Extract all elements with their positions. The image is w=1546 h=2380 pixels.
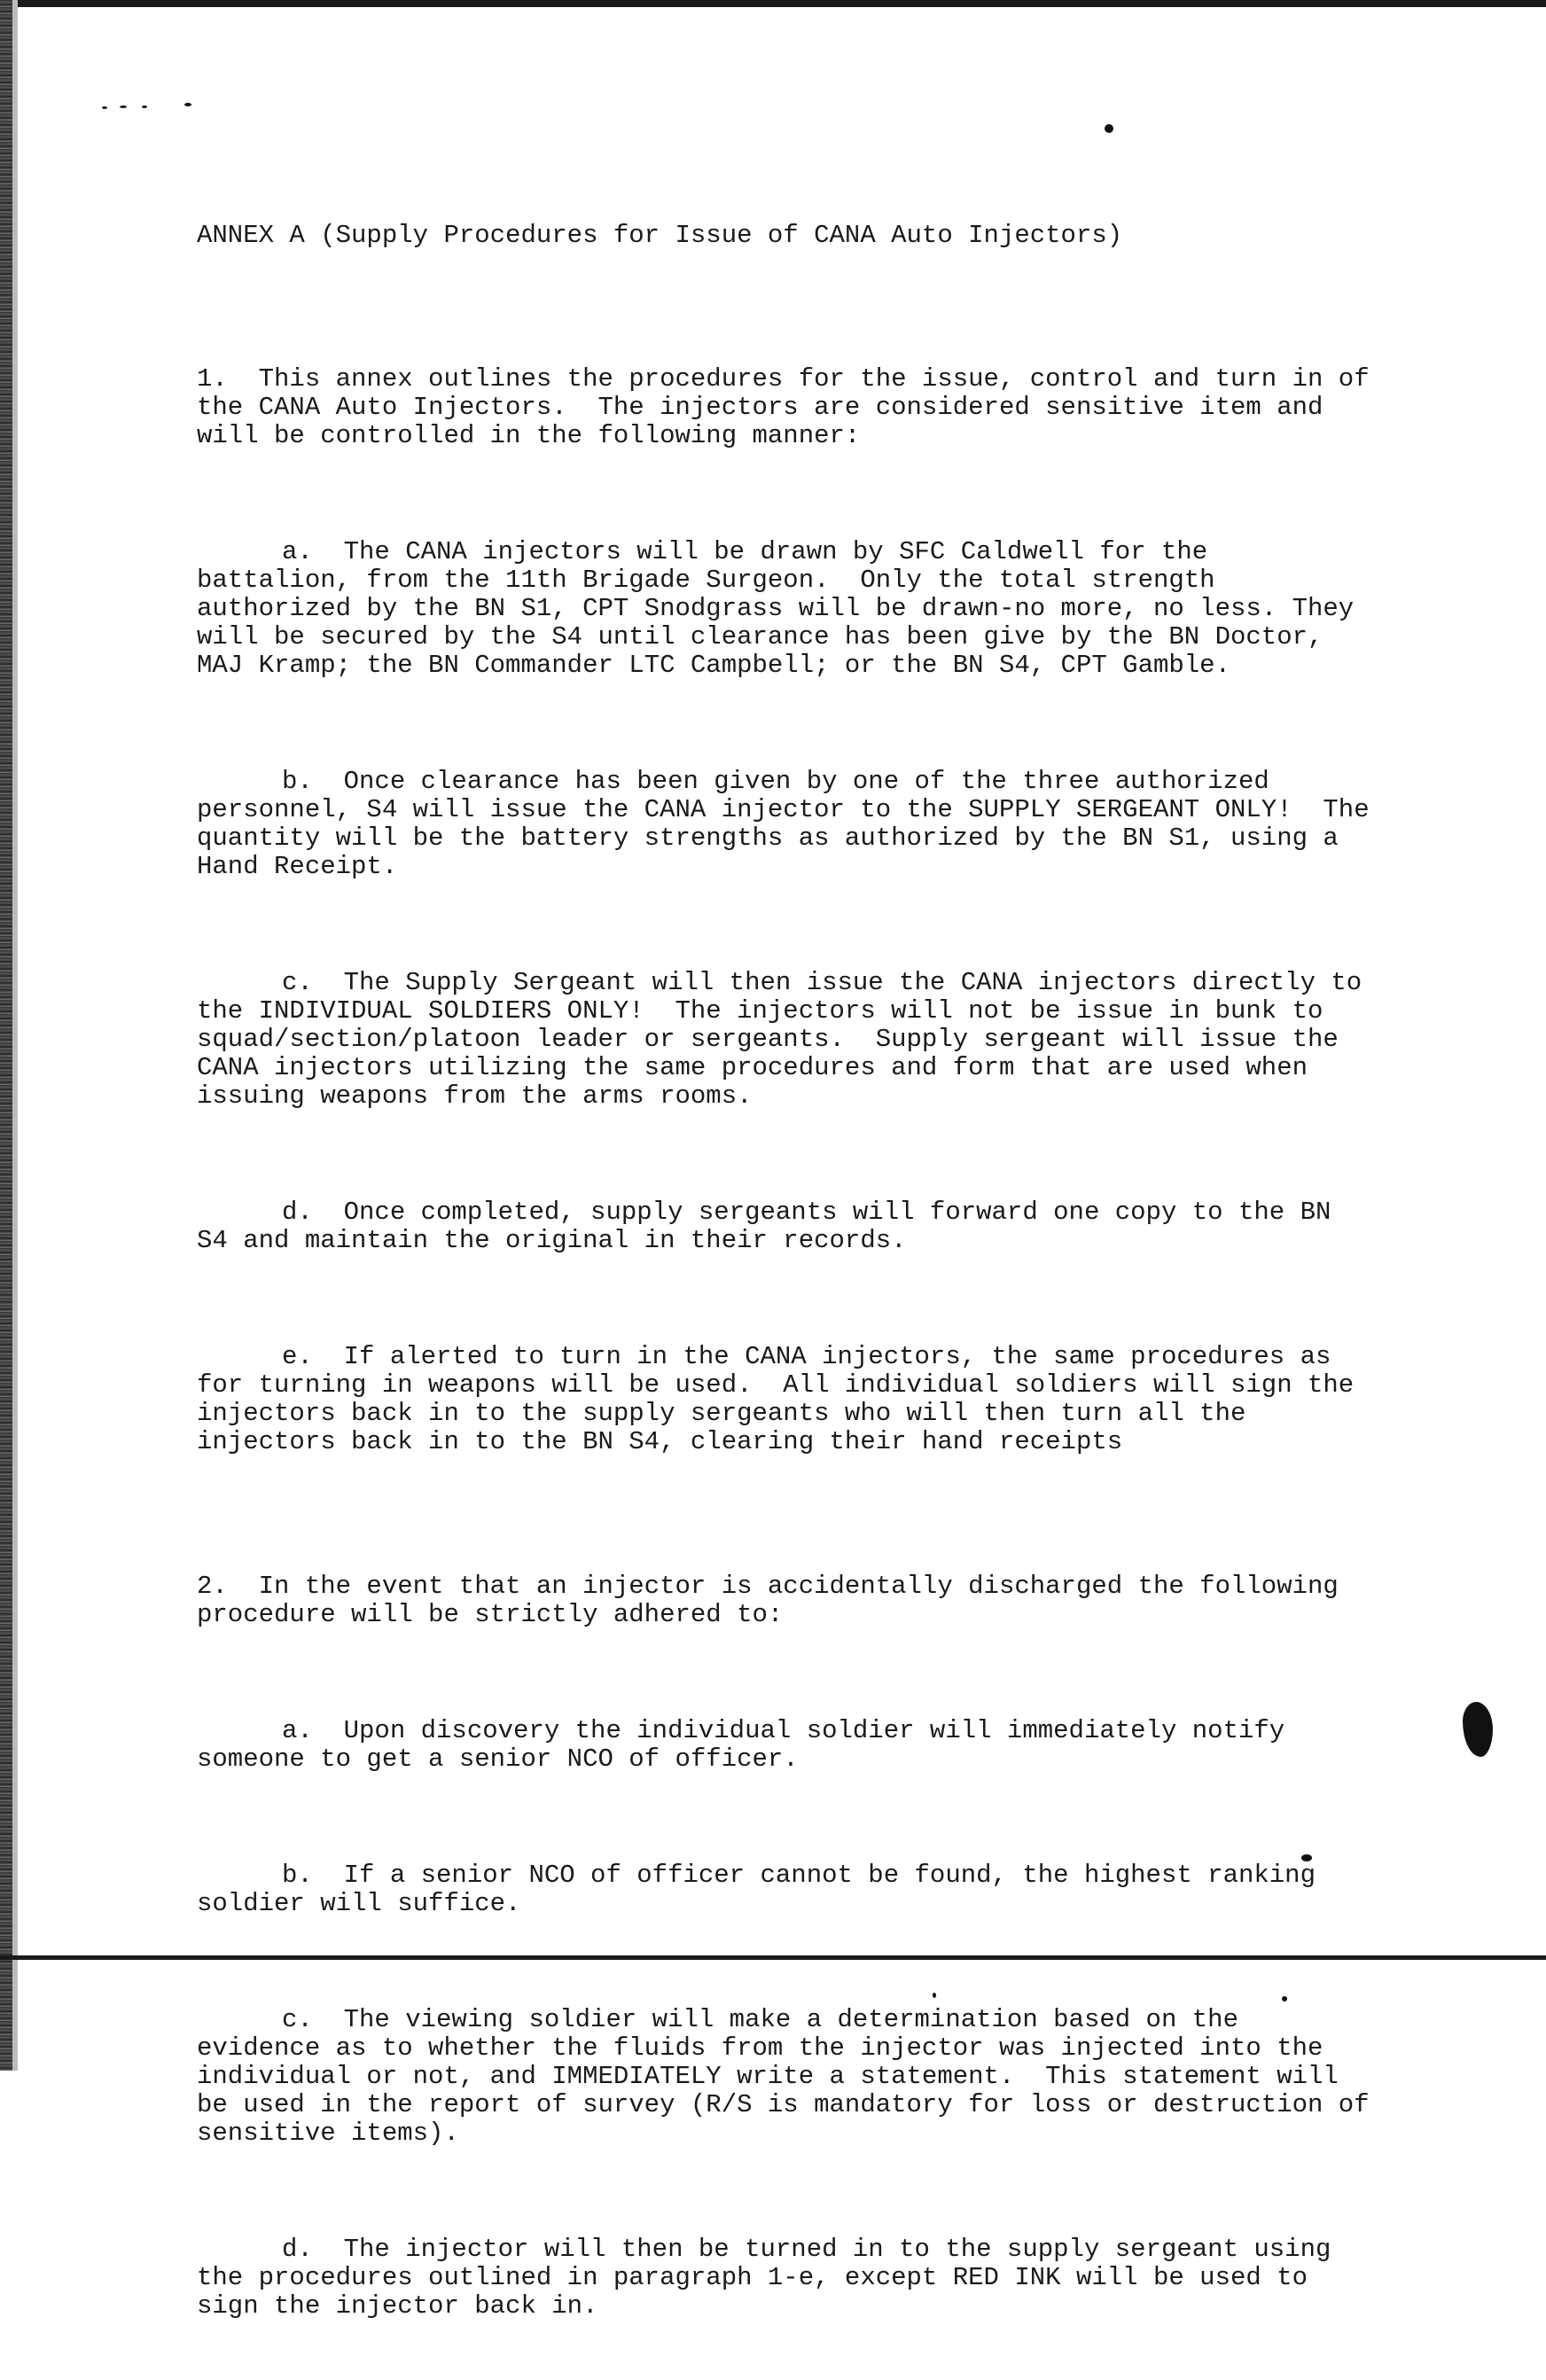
scan-left-edge [0, 0, 12, 2071]
scan-speck [102, 106, 107, 109]
ink-blot [1463, 1702, 1493, 1757]
scan-speck [142, 105, 147, 108]
paragraph-2: 2. In the event that an injector is accidentally discharged the following procedure will be strictly adhered to: [197, 1572, 1355, 1629]
document-heading: ANNEX A (Supply Procedures for Issue of CANA Auto Injectors) [197, 221, 1123, 250]
paragraph-2d: d. The injector will then be turned in to the supply sergeant using the procedures outlined in paragraph 1-e, except RED INK will be used to sign the injector back in. [197, 2235, 1347, 2321]
paragraph-2b: b. If a senior NCO of officer cannot be found, the highest ranking soldier will suffice. [197, 1861, 1331, 1918]
scan-top-border [0, 0, 1546, 7]
scan-speck [120, 105, 127, 108]
scan-left-shadow [12, 0, 18, 2071]
paragraph-1c: c. The Supply Sergeant will then issue the CANA injectors directly to the INDIVIDUAL SOLDIERS ONLY! The injectors will not be issue in bunk to squad/section/platoon leader or sergeants. Supply sergeant will issue the CANA injectors utilizing the same procedures and form that are used when issuing weapons from the arms rooms. [197, 968, 1378, 1111]
paragraph-1d: d. Once completed, supply sergeants will forward one copy to the BN S4 and maintain the original in their records. [197, 1198, 1347, 1255]
scan-speck [184, 103, 191, 106]
paragraph-1e: e. If alerted to turn in the CANA injectors, the same procedures as for turning in weapons will be used. All individual soldiers will sign the injectors back in to the supply sergeants who will then turn all the injectors back in to the BN S4, clearing their hand receipts [197, 1342, 1370, 1456]
paragraph-1: 1. This annex outlines the procedures for the issue, control and turn in of the CANA Auto Injectors. The injectors are considered sensitive item and will be controlled in the following manner: [197, 364, 1386, 450]
document-body [197, 165, 1386, 2380]
scan-speck [1105, 124, 1113, 133]
paragraph-2c: c. The viewing soldier will make a determination based on the evidence as to whether the fluids from the injector was injected into the individual or not, and IMMEDIATELY write a statement. This statement will be used in the report of survey (R/S is mandatory for loss or destruction of sensitive items). [197, 2005, 1386, 2148]
paragraph-2a: a. Upon discovery the individual soldier will immediately notify someone to get a senior NCO of officer. [197, 1716, 1300, 1774]
paragraph-1a: a. The CANA injectors will be drawn by SFC Caldwell for the battalion, from the 11th Brigade Surgeon. Only the total strength authorized by the BN S1, CPT Snodgrass will be drawn-no more, no less. They will be secured by the S4 until clearance has been give by the BN Doctor, MAJ Kramp; the BN Commander LTC Campbell; or the BN S4, CPT Gamble. [197, 537, 1370, 680]
paragraph-1b: b. Once clearance has been given by one of the three authorized personnel, S4 will issue the CANA injector to the SUPPLY SERGEANT ONLY! The quantity will be the battery strengths as authorized by the BN S1, using a Hand Receipt. [197, 767, 1386, 881]
